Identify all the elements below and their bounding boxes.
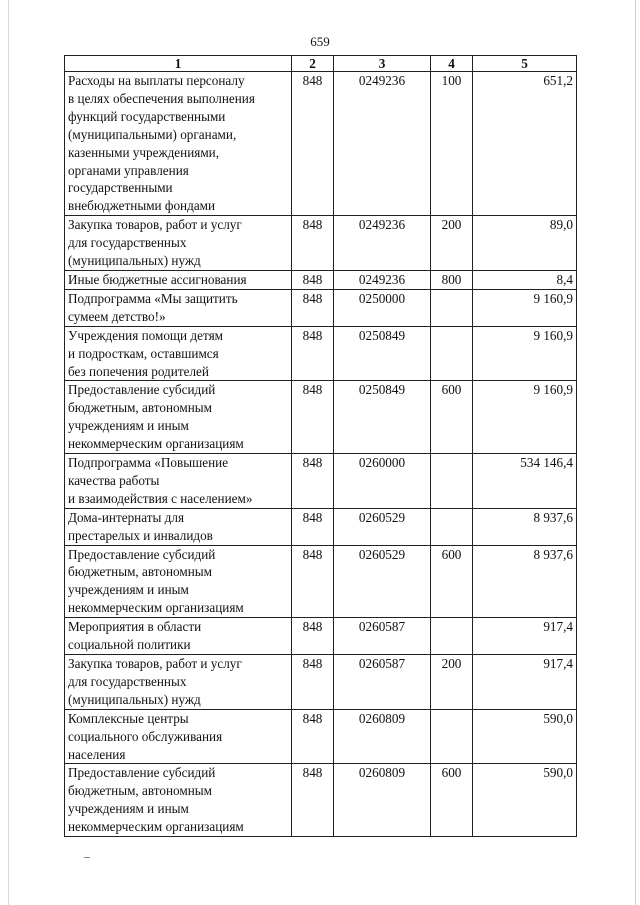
cell-amount: 9 160,9: [473, 326, 577, 381]
cell-amount: 9 160,9: [473, 381, 577, 454]
table-row: [65, 618, 577, 655]
cell-target-code: 0260529: [334, 508, 431, 545]
cell-target-code: 0249236: [334, 270, 431, 289]
cell-amount: 8 937,6: [473, 508, 577, 545]
cell-amount: 8 937,6: [473, 545, 577, 618]
cell-code-ministry: 848: [292, 764, 334, 837]
cell-target-code: 0260809: [334, 709, 431, 764]
page-number: 659: [310, 34, 330, 49]
cell-expense-type: [431, 289, 473, 326]
cell-expense-type: [431, 508, 473, 545]
cell-expense-type: 800: [431, 270, 473, 289]
cell-code-ministry: 848: [292, 454, 334, 509]
header-col-2: 2: [292, 56, 334, 72]
scan-edge-right: [635, 0, 636, 905]
header-col-3: 3: [334, 56, 431, 72]
cell-amount: 590,0: [473, 764, 577, 837]
cell-amount: 651,2: [473, 72, 577, 216]
header-row: [65, 56, 577, 72]
cell-code-ministry: 848: [292, 72, 334, 216]
cell-item-name: Предоставление субсидий бюджетным, автономным учреждениям и иным некоммерческим организациям: [65, 381, 292, 454]
cell-expense-type: 100: [431, 72, 473, 216]
cell-item-name: Расходы на выплаты персоналу в целях обеспечения выполнения функций государственными (муниципальными) органами, казенными учреждениями, органами управления государственными внебюджетными фондами: [65, 72, 292, 216]
cell-amount: 917,4: [473, 655, 577, 710]
cell-code-ministry: 848: [292, 508, 334, 545]
cell-target-code: 0250000: [334, 289, 431, 326]
header-col-5: 5: [473, 56, 577, 72]
cell-amount: 8,4: [473, 270, 577, 289]
cell-amount: 89,0: [473, 216, 577, 271]
cell-expense-type: 200: [431, 655, 473, 710]
table-row: [65, 289, 577, 326]
cell-target-code: 0260587: [334, 618, 431, 655]
table-row: [65, 270, 577, 289]
table-row: [65, 72, 577, 216]
cell-target-code: 0260587: [334, 655, 431, 710]
cell-expense-type: 600: [431, 764, 473, 837]
cell-expense-type: 200: [431, 216, 473, 271]
budget-table: [64, 55, 577, 837]
cell-code-ministry: 848: [292, 655, 334, 710]
cell-expense-type: [431, 454, 473, 509]
cell-expense-type: 600: [431, 381, 473, 454]
cell-code-ministry: 848: [292, 618, 334, 655]
header-col-4: 4: [431, 56, 473, 72]
cell-target-code: 0260809: [334, 764, 431, 837]
table-row: [65, 764, 577, 837]
cell-item-name: Дома-интернаты для престарелых и инвалидов: [65, 508, 292, 545]
cell-item-name: Предоставление субсидий бюджетным, автономным учреждениям и иным некоммерческим организациям: [65, 764, 292, 837]
cell-expense-type: [431, 618, 473, 655]
table-row: [65, 545, 577, 618]
cell-amount: 9 160,9: [473, 289, 577, 326]
cell-expense-type: [431, 326, 473, 381]
cell-target-code: 0249236: [334, 72, 431, 216]
table-row: [65, 216, 577, 271]
cell-amount: 534 146,4: [473, 454, 577, 509]
cell-amount: 917,4: [473, 618, 577, 655]
table-row: [65, 655, 577, 710]
scan-mark: [84, 857, 90, 858]
cell-code-ministry: 848: [292, 289, 334, 326]
cell-target-code: 0260000: [334, 454, 431, 509]
cell-item-name: Мероприятия в области социальной политики: [65, 618, 292, 655]
cell-code-ministry: 848: [292, 270, 334, 289]
cell-target-code: 0250849: [334, 326, 431, 381]
table-row: [65, 454, 577, 509]
table-row: [65, 326, 577, 381]
cell-target-code: 0250849: [334, 381, 431, 454]
cell-item-name: Учреждения помощи детям и подросткам, оставшимся без попечения родителей: [65, 326, 292, 381]
cell-amount: 590,0: [473, 709, 577, 764]
cell-target-code: 0260529: [334, 545, 431, 618]
table-row: [65, 709, 577, 764]
cell-code-ministry: 848: [292, 709, 334, 764]
cell-code-ministry: 848: [292, 216, 334, 271]
cell-item-name: Закупка товаров, работ и услуг для государственных (муниципальных) нужд: [65, 216, 292, 271]
scan-edge-left: [8, 0, 9, 905]
cell-item-name: Иные бюджетные ассигнования: [65, 270, 292, 289]
cell-item-name: Предоставление субсидий бюджетным, автономным учреждениям и иным некоммерческим организациям: [65, 545, 292, 618]
cell-code-ministry: 848: [292, 381, 334, 454]
cell-code-ministry: 848: [292, 545, 334, 618]
cell-expense-type: 600: [431, 545, 473, 618]
header-col-1: 1: [65, 56, 292, 72]
cell-item-name: Подпрограмма «Повышение качества работы и взаимодействия с населением»: [65, 454, 292, 509]
table-body: [65, 72, 577, 837]
cell-code-ministry: 848: [292, 326, 334, 381]
cell-item-name: Закупка товаров, работ и услуг для государственных (муниципальных) нужд: [65, 655, 292, 710]
cell-target-code: 0249236: [334, 216, 431, 271]
cell-item-name: Подпрограмма «Мы защитить сумеем детство!»: [65, 289, 292, 326]
table-row: [65, 381, 577, 454]
cell-item-name: Комплексные центры социального обслуживания населения: [65, 709, 292, 764]
table-row: [65, 508, 577, 545]
cell-expense-type: [431, 709, 473, 764]
